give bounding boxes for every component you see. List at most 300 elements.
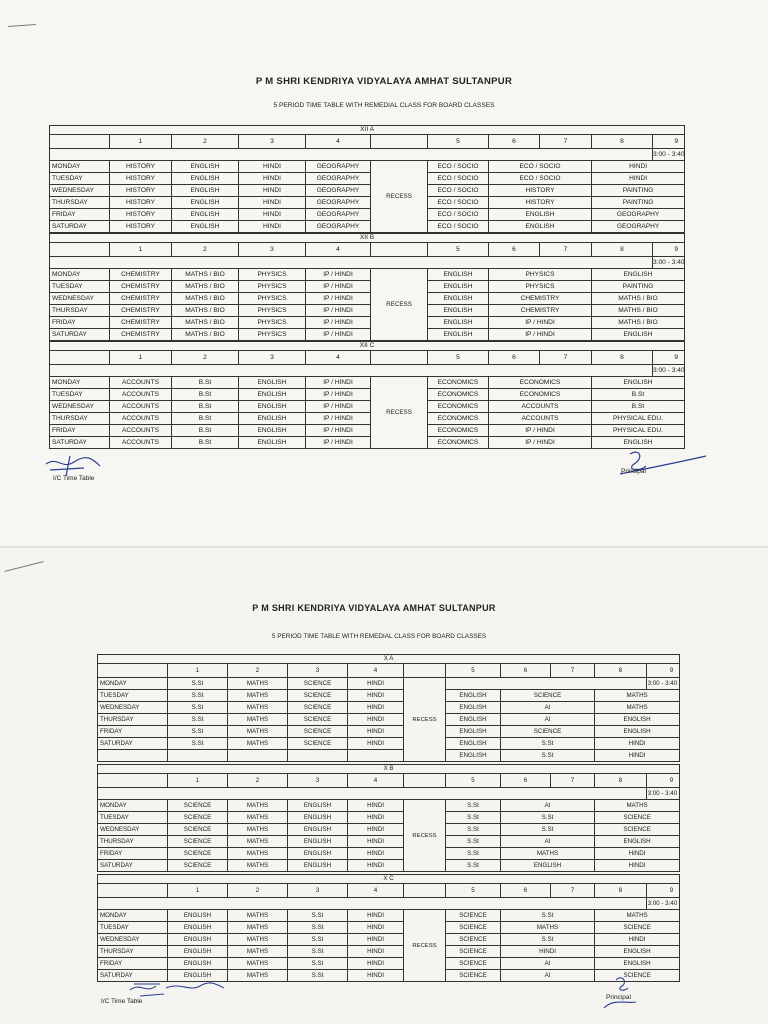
period-cell: ENGLISH bbox=[168, 922, 228, 934]
period-cell: ACCOUNTS bbox=[110, 425, 172, 437]
day-cell: FRIDAY bbox=[98, 958, 168, 970]
recess-header bbox=[371, 135, 428, 149]
period-5-header: 5 bbox=[446, 774, 501, 788]
period-9-number: 9 bbox=[669, 666, 674, 674]
day-cell: WEDNESDAY bbox=[50, 185, 110, 197]
period-cell: B.St bbox=[172, 377, 239, 389]
day-cell: THURSDAY bbox=[98, 946, 168, 958]
table-row bbox=[50, 377, 685, 389]
period-cell: AI bbox=[501, 958, 595, 970]
period-cell: MATHS bbox=[228, 690, 288, 702]
table-row bbox=[98, 946, 680, 958]
period-cell: ECO / SOCIO bbox=[428, 209, 489, 221]
period-cell: MATHS bbox=[595, 800, 680, 812]
period-cell: ENGLISH bbox=[428, 305, 489, 317]
period-cell: PHYSICS bbox=[239, 269, 306, 281]
period-cell: SCIENCE bbox=[446, 946, 501, 958]
period-cell: SCIENCE bbox=[501, 690, 595, 702]
period-cell: HINDI bbox=[239, 197, 306, 209]
period-5-header: 5 bbox=[428, 351, 489, 365]
period-cell: S.St bbox=[168, 678, 228, 690]
period-cell: PAINTING bbox=[592, 185, 685, 197]
period-5-header: 5 bbox=[428, 243, 489, 257]
period-cell: HISTORY bbox=[110, 209, 172, 221]
period-cell: CHEMISTRY bbox=[110, 269, 172, 281]
remedial-time: 3:00 - 3:40 bbox=[647, 678, 680, 690]
period-cell: ENGLISH bbox=[172, 173, 239, 185]
period-5-header: 5 bbox=[446, 664, 501, 678]
timetable-x-a bbox=[97, 654, 680, 762]
table-row bbox=[50, 161, 685, 173]
period-cell: HINDI bbox=[348, 738, 404, 750]
period-cell: AI bbox=[501, 800, 595, 812]
table-row bbox=[98, 678, 680, 690]
period-cell: HINDI bbox=[348, 702, 404, 714]
timetable-sheet-secondary bbox=[0, 548, 768, 1024]
period-cell: MATHS bbox=[228, 836, 288, 848]
recess-cell: RECESS bbox=[404, 910, 446, 982]
class-label: X A bbox=[98, 655, 680, 664]
period-cell: ENGLISH bbox=[172, 221, 239, 233]
period-cell: HINDI bbox=[348, 824, 404, 836]
period-cell: HINDI bbox=[501, 946, 595, 958]
table-row bbox=[50, 209, 685, 221]
period-cell: MATHS bbox=[228, 702, 288, 714]
table-row bbox=[50, 185, 685, 197]
period-cell: ENGLISH bbox=[595, 726, 680, 738]
day-cell: MONDAY bbox=[98, 910, 168, 922]
period-cell: SCIENCE bbox=[446, 958, 501, 970]
period-1-header: 1 bbox=[168, 774, 228, 788]
day-cell: TUESDAY bbox=[50, 281, 110, 293]
timetable-x-c bbox=[97, 874, 680, 982]
period-cell: ENGLISH bbox=[172, 209, 239, 221]
class-label: XII A bbox=[50, 126, 685, 135]
period-cell: HINDI bbox=[595, 750, 680, 762]
principal-label: Principal bbox=[606, 994, 631, 1001]
period-cell: HINDI bbox=[595, 738, 680, 750]
period-8-header: 8 bbox=[595, 664, 647, 678]
period-cell: MATHS bbox=[228, 970, 288, 982]
period-cell: GEOGRAPHY bbox=[592, 209, 685, 221]
recess-header bbox=[404, 664, 446, 678]
period-cell: S.St bbox=[168, 702, 228, 714]
period-cell: S.St bbox=[288, 922, 348, 934]
timetable-subtitle: 5 PERIOD TIME TABLE WITH REMEDIAL CLASS FOR BOARD CLASSES bbox=[271, 633, 487, 640]
period-cell: ENGLISH bbox=[239, 401, 306, 413]
period-cell: MATHS / BIO bbox=[172, 269, 239, 281]
table-row bbox=[98, 922, 680, 934]
period-2-header: 2 bbox=[228, 884, 288, 898]
period-cell: S.St bbox=[501, 934, 595, 946]
day-cell: SATURDAY bbox=[50, 221, 110, 233]
period-cell: ENGLISH bbox=[239, 413, 306, 425]
period-cell: ENGLISH bbox=[446, 738, 501, 750]
period-cell: GEOGRAPHY bbox=[592, 221, 685, 233]
period-cell: ENGLISH bbox=[428, 293, 489, 305]
period-cell: SCIENCE bbox=[288, 690, 348, 702]
period-cell: ACCOUNTS bbox=[110, 437, 172, 449]
class-label: X B bbox=[98, 765, 680, 774]
period-cell: HINDI bbox=[239, 173, 306, 185]
period-6-header: 6 bbox=[501, 664, 551, 678]
period-cell: IP / HINDI bbox=[306, 413, 371, 425]
period-cell: IP / HINDI bbox=[306, 425, 371, 437]
period-cell: S.St bbox=[288, 958, 348, 970]
recess-cell: RECESS bbox=[371, 161, 428, 233]
period-cell: ECONOMICS bbox=[428, 425, 489, 437]
period-cell: IP / HINDI bbox=[306, 437, 371, 449]
period-cell: S.St bbox=[501, 812, 595, 824]
period-6-header: 6 bbox=[489, 135, 540, 149]
table-row bbox=[98, 800, 680, 812]
period-cell: ECO / SOCIO bbox=[428, 161, 489, 173]
period-cell: B.St bbox=[172, 437, 239, 449]
table-row bbox=[50, 221, 685, 233]
period-cell: ENGLISH bbox=[288, 812, 348, 824]
period-cell: ENGLISH bbox=[172, 197, 239, 209]
period-cell: MATHS bbox=[228, 738, 288, 750]
principal-label: Principal bbox=[621, 468, 646, 475]
period-cell: HISTORY bbox=[489, 185, 592, 197]
period-cell: MATHS bbox=[228, 678, 288, 690]
period-7-header: 7 bbox=[551, 884, 595, 898]
period-cell: S.St bbox=[446, 836, 501, 848]
period-6-header: 6 bbox=[489, 351, 540, 365]
period-8-header: 8 bbox=[592, 243, 653, 257]
period-cell: HINDI bbox=[348, 714, 404, 726]
recess-header bbox=[404, 884, 446, 898]
period-cell: ENGLISH bbox=[595, 836, 680, 848]
period-cell: HINDI bbox=[348, 922, 404, 934]
period-cell: MATHS bbox=[501, 922, 595, 934]
period-cell: SCIENCE bbox=[595, 824, 680, 836]
period-cell: ECONOMICS bbox=[428, 437, 489, 449]
table-row bbox=[98, 750, 680, 762]
period-cell: ENGLISH bbox=[595, 714, 680, 726]
table-row bbox=[50, 389, 685, 401]
period-cell: IP / HINDI bbox=[306, 293, 371, 305]
period-cell: HINDI bbox=[348, 726, 404, 738]
period-cell: CHEMISTRY bbox=[489, 293, 592, 305]
period-cell: MATHS / BIO bbox=[172, 293, 239, 305]
period-cell: S.St bbox=[288, 934, 348, 946]
period-8-header: 8 bbox=[595, 884, 647, 898]
day-cell: FRIDAY bbox=[50, 425, 110, 437]
period-cell: IP / HINDI bbox=[489, 425, 592, 437]
period-cell: SCIENCE bbox=[288, 702, 348, 714]
period-cell: HINDI bbox=[348, 836, 404, 848]
period-cell: ENGLISH bbox=[595, 958, 680, 970]
period-8-header: 8 bbox=[592, 351, 653, 365]
period-cell: ENGLISH bbox=[168, 934, 228, 946]
period-cell: HISTORY bbox=[110, 173, 172, 185]
period-cell: ENGLISH bbox=[239, 389, 306, 401]
remedial-time: 3:00 - 3:40 bbox=[653, 149, 685, 161]
recess-header bbox=[371, 243, 428, 257]
day-cell: MONDAY bbox=[50, 161, 110, 173]
period-cell: SCIENCE bbox=[168, 836, 228, 848]
table-row bbox=[50, 413, 685, 425]
period-1-header: 1 bbox=[110, 243, 172, 257]
period-cell: PAINTING bbox=[592, 281, 685, 293]
period-cell: PHYSICS bbox=[239, 305, 306, 317]
day-cell: WEDNESDAY bbox=[98, 824, 168, 836]
period-cell: ENGLISH bbox=[428, 329, 489, 341]
period-cell: S.St bbox=[501, 738, 595, 750]
period-cell bbox=[348, 750, 404, 762]
period-cell: MATHS bbox=[595, 702, 680, 714]
period-3-header: 3 bbox=[239, 243, 306, 257]
table-row bbox=[50, 173, 685, 185]
period-4-header: 4 bbox=[348, 774, 404, 788]
table-row bbox=[50, 197, 685, 209]
period-3-header: 3 bbox=[288, 884, 348, 898]
day-cell: SATURDAY bbox=[50, 329, 110, 341]
period-cell: HINDI bbox=[348, 800, 404, 812]
period-9-number: 9 bbox=[669, 886, 674, 894]
period-cell: SCIENCE bbox=[501, 726, 595, 738]
header-blank bbox=[50, 135, 110, 149]
period-cell: GEOGRAPHY bbox=[306, 221, 371, 233]
period-cell: S.St bbox=[168, 738, 228, 750]
table-row bbox=[98, 812, 680, 824]
period-cell: SCIENCE bbox=[168, 812, 228, 824]
table-row bbox=[50, 329, 685, 341]
period-cell: GEOGRAPHY bbox=[306, 209, 371, 221]
table-row bbox=[98, 958, 680, 970]
period-9-header bbox=[653, 243, 685, 257]
recess-cell: RECESS bbox=[404, 678, 446, 762]
period-9-header bbox=[647, 664, 680, 678]
period-cell: S.St bbox=[288, 946, 348, 958]
day-cell: MONDAY bbox=[50, 269, 110, 281]
day-cell: THURSDAY bbox=[50, 413, 110, 425]
class-label: XII C bbox=[50, 342, 685, 351]
period-cell: PHYSICS bbox=[489, 281, 592, 293]
day-cell: THURSDAY bbox=[98, 714, 168, 726]
header-blank bbox=[98, 664, 168, 678]
table-row bbox=[50, 437, 685, 449]
period-cell: SCIENCE bbox=[168, 848, 228, 860]
day-cell: SATURDAY bbox=[50, 437, 110, 449]
period-cell: ECONOMICS bbox=[489, 377, 592, 389]
period-cell: ACCOUNTS bbox=[110, 401, 172, 413]
period-cell: CHEMISTRY bbox=[110, 281, 172, 293]
period-cell: MATHS bbox=[228, 946, 288, 958]
day-cell: SATURDAY bbox=[98, 970, 168, 982]
period-cell: MATHS bbox=[228, 922, 288, 934]
period-cell: MATHS bbox=[228, 958, 288, 970]
timetable-subtitle: 5 PERIOD TIME TABLE WITH REMEDIAL CLASS FOR BOARD CLASSES bbox=[273, 102, 495, 109]
period-cell: HINDI bbox=[348, 848, 404, 860]
period-cell: MATHS / BIO bbox=[592, 305, 685, 317]
period-cell: MATHS bbox=[228, 910, 288, 922]
period-cell: ECONOMICS bbox=[489, 389, 592, 401]
table-row bbox=[98, 738, 680, 750]
period-cell: HINDI bbox=[592, 173, 685, 185]
period-cell: GEOGRAPHY bbox=[306, 197, 371, 209]
period-cell: MATHS bbox=[228, 934, 288, 946]
period-cell: ENGLISH bbox=[446, 690, 501, 702]
period-cell: HINDI bbox=[595, 848, 680, 860]
table-row bbox=[50, 425, 685, 437]
pen-mark bbox=[8, 24, 36, 27]
period-cell: S.St bbox=[446, 860, 501, 872]
period-cell: SCIENCE bbox=[288, 738, 348, 750]
period-cell: ENGLISH bbox=[592, 377, 685, 389]
period-3-header: 3 bbox=[239, 135, 306, 149]
period-cell: HINDI bbox=[239, 185, 306, 197]
period-2-header: 2 bbox=[228, 774, 288, 788]
day-cell: FRIDAY bbox=[98, 848, 168, 860]
period-cell: SCIENCE bbox=[595, 970, 680, 982]
period-cell: SCIENCE bbox=[288, 726, 348, 738]
period-cell: S.St bbox=[501, 824, 595, 836]
recess-cell: RECESS bbox=[371, 269, 428, 341]
period-cell: ECONOMICS bbox=[428, 389, 489, 401]
table-row bbox=[98, 690, 680, 702]
period-cell: B.St bbox=[172, 401, 239, 413]
table-row bbox=[98, 836, 680, 848]
timetable-xii-c bbox=[49, 341, 685, 449]
period-cell: MATHS / BIO bbox=[172, 317, 239, 329]
day-cell: FRIDAY bbox=[50, 317, 110, 329]
period-cell: B.St bbox=[172, 389, 239, 401]
period-cell: B.St bbox=[592, 389, 685, 401]
period-cell: HINDI bbox=[239, 221, 306, 233]
period-cell: GEOGRAPHY bbox=[306, 161, 371, 173]
period-cell: SCIENCE bbox=[446, 910, 501, 922]
period-7-header: 7 bbox=[540, 351, 592, 365]
period-cell: PHYSICAL EDU. bbox=[592, 425, 685, 437]
remedial-time: 3:00 - 3:40 bbox=[653, 365, 685, 377]
period-4-header: 4 bbox=[306, 351, 371, 365]
period-2-header: 2 bbox=[172, 135, 239, 149]
period-cell: S.St bbox=[446, 800, 501, 812]
period-cell: MATHS bbox=[595, 910, 680, 922]
period-6-header: 6 bbox=[501, 884, 551, 898]
period-cell: ENGLISH bbox=[168, 970, 228, 982]
table-row bbox=[98, 702, 680, 714]
period-cell: HINDI bbox=[348, 860, 404, 872]
period-cell: S.St bbox=[168, 726, 228, 738]
day-cell: TUESDAY bbox=[98, 812, 168, 824]
period-cell: ACCOUNTS bbox=[110, 389, 172, 401]
period-cell: PHYSICAL EDU. bbox=[592, 413, 685, 425]
period-cell: SCIENCE bbox=[168, 860, 228, 872]
time-row-blank bbox=[50, 257, 653, 269]
period-cell: B.St bbox=[592, 401, 685, 413]
period-5-header: 5 bbox=[428, 135, 489, 149]
period-cell: MATHS / BIO bbox=[172, 281, 239, 293]
period-cell: CHEMISTRY bbox=[110, 293, 172, 305]
day-cell: WEDNESDAY bbox=[50, 401, 110, 413]
period-6-header: 6 bbox=[489, 243, 540, 257]
period-cell: ECONOMICS bbox=[428, 401, 489, 413]
period-cell: MATHS bbox=[228, 800, 288, 812]
period-cell: HINDI bbox=[348, 946, 404, 958]
period-2-header: 2 bbox=[228, 664, 288, 678]
period-cell: ENGLISH bbox=[288, 836, 348, 848]
period-cell: ENGLISH bbox=[168, 946, 228, 958]
period-cell: S.St bbox=[446, 848, 501, 860]
table-row bbox=[50, 317, 685, 329]
time-row-blank bbox=[50, 149, 653, 161]
period-cell: ENGLISH bbox=[172, 185, 239, 197]
timetable-xii-b bbox=[49, 233, 685, 341]
period-cell: MATHS bbox=[501, 848, 595, 860]
period-cell: HISTORY bbox=[110, 161, 172, 173]
period-cell: HINDI bbox=[595, 860, 680, 872]
period-8-header: 8 bbox=[592, 135, 653, 149]
period-cell bbox=[228, 750, 288, 762]
period-cell: IP / HINDI bbox=[306, 401, 371, 413]
period-3-header: 3 bbox=[288, 774, 348, 788]
period-cell: ENGLISH bbox=[428, 281, 489, 293]
period-9-number: 9 bbox=[674, 245, 678, 253]
period-cell: MATHS bbox=[228, 812, 288, 824]
period-cell: GEOGRAPHY bbox=[306, 173, 371, 185]
day-cell: SATURDAY bbox=[98, 738, 168, 750]
period-cell: ECONOMICS bbox=[428, 377, 489, 389]
day-cell: WEDNESDAY bbox=[98, 702, 168, 714]
period-cell: ENGLISH bbox=[239, 437, 306, 449]
period-cell: MATHS bbox=[595, 690, 680, 702]
period-cell: SCIENCE bbox=[288, 678, 348, 690]
period-cell: AI bbox=[501, 714, 595, 726]
period-9-header bbox=[653, 351, 685, 365]
day-cell: FRIDAY bbox=[98, 726, 168, 738]
day-cell: WEDNESDAY bbox=[98, 934, 168, 946]
day-cell: MONDAY bbox=[50, 377, 110, 389]
period-cell: MATHS / BIO bbox=[172, 329, 239, 341]
period-cell: MATHS bbox=[228, 848, 288, 860]
period-cell: HISTORY bbox=[110, 221, 172, 233]
period-4-header: 4 bbox=[306, 243, 371, 257]
pen-mark bbox=[4, 561, 43, 572]
period-cell: SCIENCE bbox=[168, 800, 228, 812]
period-cell: CHEMISTRY bbox=[489, 305, 592, 317]
school-name: P M SHRI KENDRIYA VIDYALAYA AMHAT SULTANPUR bbox=[255, 76, 513, 87]
period-cell: B.St bbox=[172, 413, 239, 425]
period-cell: ENGLISH bbox=[446, 702, 501, 714]
table-row bbox=[98, 824, 680, 836]
period-cell: IP / HINDI bbox=[489, 329, 592, 341]
period-cell: IP / HINDI bbox=[306, 317, 371, 329]
period-cell: AI bbox=[501, 970, 595, 982]
period-7-header: 7 bbox=[551, 664, 595, 678]
time-row-blank bbox=[98, 898, 647, 910]
time-row-blank bbox=[50, 365, 653, 377]
day-cell: FRIDAY bbox=[50, 209, 110, 221]
period-4-header: 4 bbox=[348, 664, 404, 678]
period-cell: ENGLISH bbox=[239, 377, 306, 389]
period-cell: S.St bbox=[446, 812, 501, 824]
time-row-blank bbox=[98, 788, 647, 800]
recess-header bbox=[404, 774, 446, 788]
period-cell: SCIENCE bbox=[446, 970, 501, 982]
period-cell: ENGLISH bbox=[428, 269, 489, 281]
period-cell bbox=[288, 750, 348, 762]
period-cell: HINDI bbox=[239, 161, 306, 173]
period-cell: ENGLISH bbox=[592, 437, 685, 449]
period-cell: HINDI bbox=[348, 970, 404, 982]
period-cell: SCIENCE bbox=[288, 714, 348, 726]
period-cell: ENGLISH bbox=[501, 860, 595, 872]
day-cell: THURSDAY bbox=[98, 836, 168, 848]
period-cell: PHYSICS bbox=[239, 281, 306, 293]
